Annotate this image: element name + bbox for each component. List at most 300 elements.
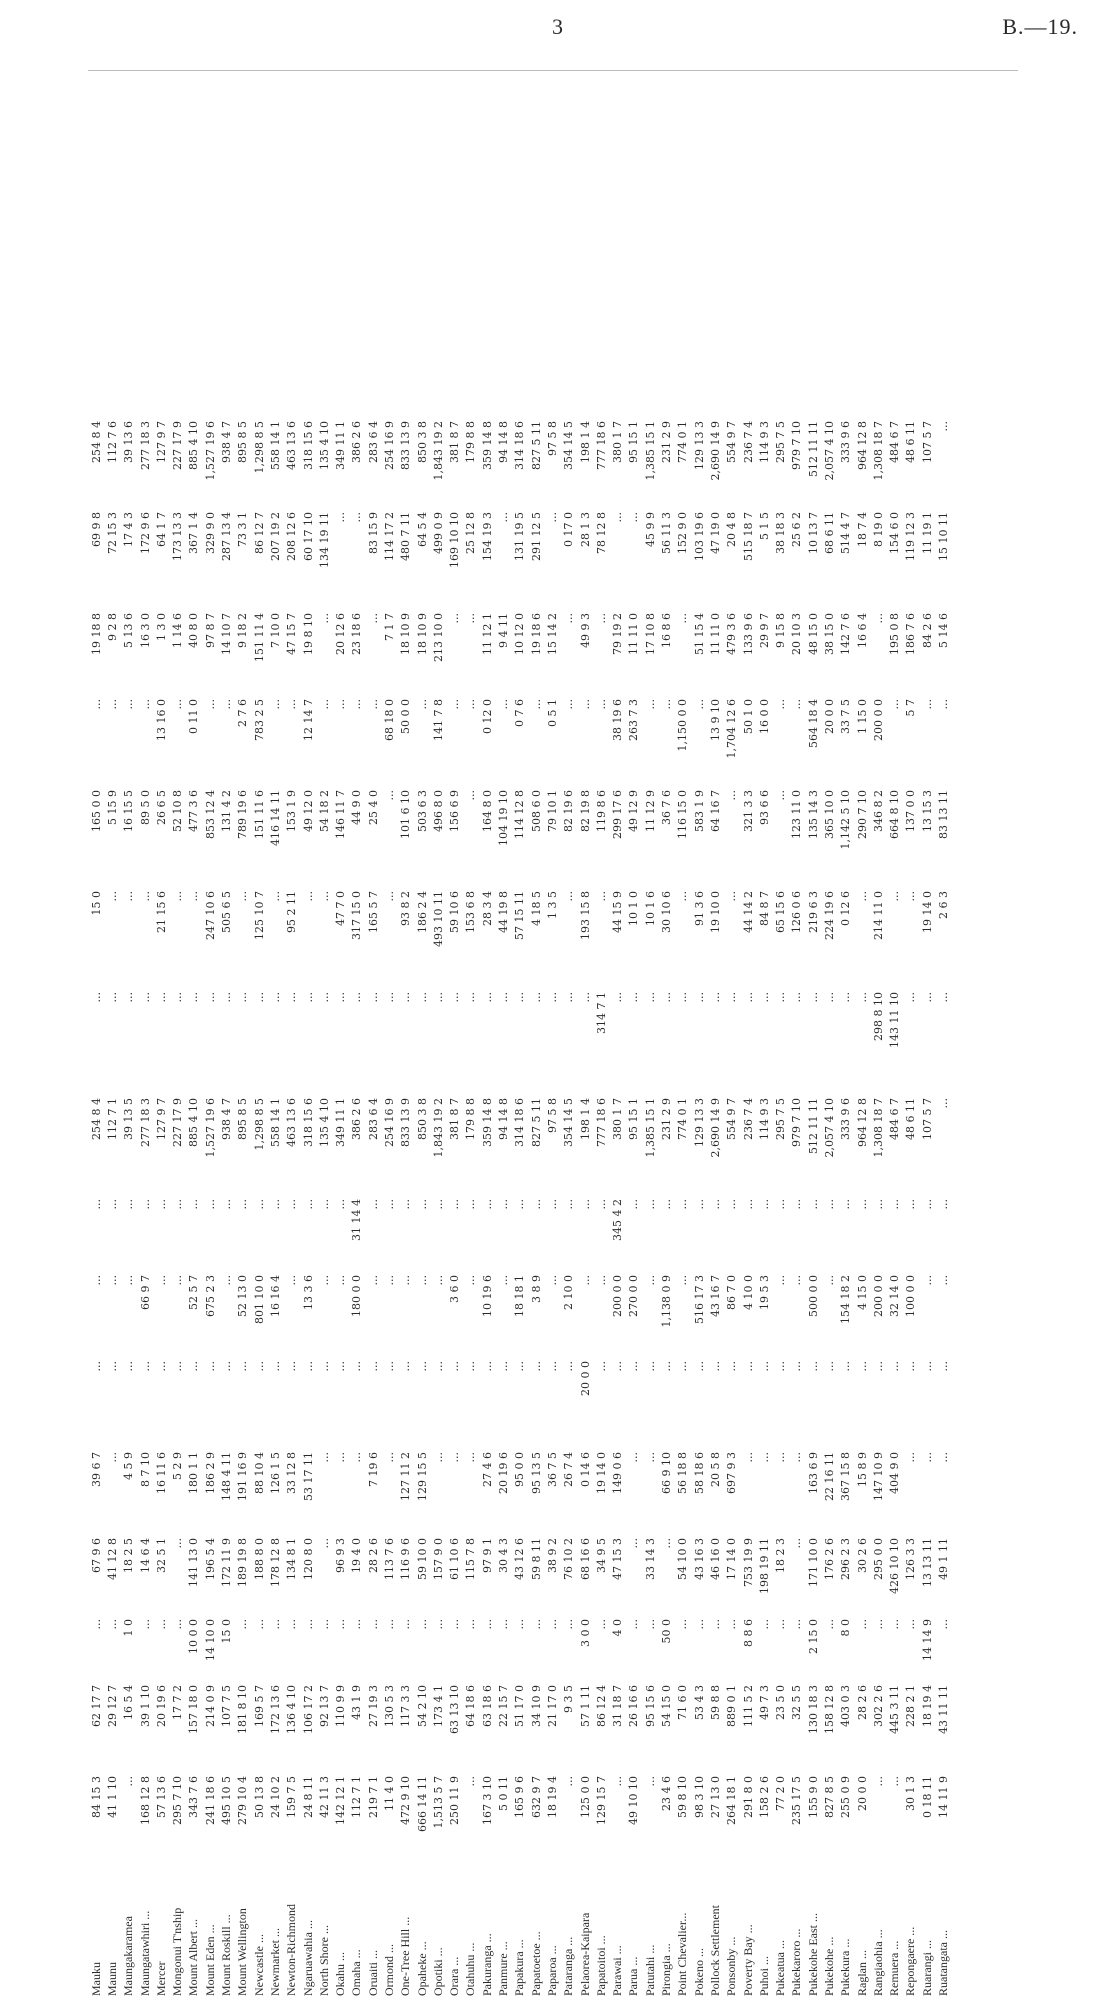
table-cell: 9 18 2	[236, 613, 250, 648]
table-row	[561, 71, 577, 1996]
table-cell: 247 10 6	[203, 891, 217, 940]
school-name: Raglan ...	[854, 1950, 869, 1996]
table-row	[137, 71, 153, 1996]
table-cell: ...	[611, 1776, 625, 1787]
table-cell: ...	[643, 1776, 657, 1787]
table-cell: ...	[464, 1361, 478, 1372]
table-cell: ...	[285, 1199, 299, 1210]
table-cell: 5 0 11	[497, 1776, 511, 1811]
table-cell: ...	[578, 1275, 592, 1286]
table-cell: 26 6 5	[154, 790, 168, 825]
table-cell: ...	[415, 699, 429, 710]
table-cell: 114 9 3	[757, 421, 771, 463]
table-cell: 98 3 10	[692, 1776, 706, 1818]
table-cell: 78 12 8	[594, 512, 608, 554]
table-cell: ...	[382, 1275, 396, 1286]
table-cell: ...	[871, 1361, 885, 1372]
table-cell: ...	[594, 1199, 608, 1210]
school-name: Puhoi ...	[756, 1955, 771, 1996]
table-cell: 171 10 0	[806, 1538, 820, 1587]
table-cell: ...	[252, 992, 266, 1003]
table-cell: 16 16 4	[268, 1275, 282, 1317]
table-cell: ...	[741, 1199, 755, 1210]
table-cell: 45 9 9	[643, 512, 657, 547]
table-cell: ...	[513, 1199, 527, 1210]
table-cell: 13 3 6	[301, 1275, 315, 1310]
table-cell: 1,142 5 10	[839, 790, 853, 850]
table-cell: 172 11 9	[220, 1538, 234, 1587]
table-cell: ...	[529, 992, 543, 1003]
table-cell: ...	[105, 1275, 119, 1286]
table-cell: ...	[122, 891, 136, 902]
school-name: Mount Roskill ...	[219, 1914, 234, 1996]
school-name: Papakura ...	[512, 1939, 527, 1996]
table-cell: 110 9 9	[334, 1685, 348, 1727]
table-cell: ...	[154, 1619, 168, 1630]
table-cell: 13 9 10	[708, 699, 722, 741]
table-cell: ...	[105, 891, 119, 902]
table-cell: ...	[236, 992, 250, 1003]
table-cell: ...	[399, 1361, 413, 1372]
school-name: Newton-Richmond	[284, 1904, 299, 1996]
table-cell: 11 12 1	[480, 613, 494, 655]
table-cell: ...	[692, 992, 706, 1003]
table-row	[284, 71, 300, 1996]
table-cell: ...	[708, 1619, 722, 1630]
table-cell: 58 18 6	[692, 1452, 706, 1494]
table-cell: ...	[171, 1199, 185, 1210]
table-cell: ...	[203, 1361, 217, 1372]
table-row	[121, 71, 137, 1996]
table-cell: ...	[545, 1199, 559, 1210]
table-cell: ...	[562, 1776, 576, 1787]
table-cell: ...	[154, 992, 168, 1003]
table-cell: 484 6 7	[888, 1098, 902, 1140]
table-cell: 130 5 3	[382, 1685, 396, 1727]
table-cell: 129 13 3	[692, 421, 706, 470]
table-cell: 129 13 3	[692, 1098, 706, 1147]
table-cell: 153 1 9	[285, 790, 299, 832]
table-cell: 21 15 6	[154, 891, 168, 933]
table-cell: 115 7 8	[464, 1538, 478, 1580]
table-row	[740, 71, 756, 1996]
table-cell: ...	[89, 1361, 103, 1372]
table-cell: ...	[448, 1619, 462, 1630]
table-cell: 125 0 0	[578, 1776, 592, 1818]
table-cell: ...	[138, 699, 152, 710]
table-cell: 165 5 7	[366, 891, 380, 933]
table-cell: ...	[545, 512, 559, 523]
table-cell: 503 6 3	[415, 790, 429, 832]
table-cell: 219 7 1	[366, 1776, 380, 1818]
table-cell: ...	[904, 1452, 918, 1463]
table-cell: 43 11 11	[937, 1685, 951, 1734]
table-cell: 112 7 1	[105, 1098, 119, 1140]
table-cell: ...	[594, 699, 608, 710]
table-cell: ...	[301, 1361, 315, 1372]
table-row	[332, 71, 348, 1996]
table-cell: 295 0 0	[871, 1538, 885, 1580]
table-cell: 227 17 9	[171, 1098, 185, 1147]
table-cell: ...	[937, 699, 951, 710]
table-cell: 153 6 8	[464, 891, 478, 933]
table-cell: 314 7 1	[594, 992, 608, 1034]
table-cell: 129 15 7	[594, 1776, 608, 1825]
table-cell: ...	[415, 1275, 429, 1286]
table-cell: 277 18 3	[138, 421, 152, 470]
table-cell: 333 9 6	[839, 1098, 853, 1140]
table-cell: ...	[611, 992, 625, 1003]
table-cell: 1,150 0 0	[676, 699, 690, 752]
table-cell: 50 13 8	[252, 1776, 266, 1818]
table-cell: 38 9 2	[545, 1538, 559, 1573]
table-cell: ...	[562, 1199, 576, 1210]
table-row	[707, 71, 723, 1996]
table-row	[512, 71, 528, 1996]
table-cell: ...	[317, 1199, 331, 1210]
table-cell: ...	[871, 1619, 885, 1630]
table-cell: 354 14 5	[562, 421, 576, 470]
table-cell: 93 6 6	[757, 790, 771, 825]
table-cell: 20 0 0	[578, 1361, 592, 1396]
table-cell: 29 12 7	[105, 1685, 119, 1727]
table-cell: 165 9 6	[513, 1776, 527, 1818]
table-cell: ...	[480, 1361, 494, 1372]
school-name: Maunu	[104, 1962, 119, 1996]
table-row	[838, 71, 854, 1996]
table-cell: ...	[480, 1619, 494, 1630]
table-cell: 235 17 5	[790, 1776, 804, 1825]
table-cell: 151 11 6	[252, 790, 266, 839]
table-cell: 214 0 9	[203, 1685, 217, 1727]
table-cell: ...	[871, 613, 885, 624]
table-cell: 445 3 11	[888, 1685, 902, 1734]
table-cell: 83 15 9	[366, 512, 380, 554]
table-cell: 22 15 7	[497, 1685, 511, 1727]
table-cell: 126 0 6	[790, 891, 804, 933]
table-cell: ...	[594, 1275, 608, 1286]
table-cell: ...	[529, 1361, 543, 1372]
table-cell: ...	[464, 1619, 478, 1630]
table-row	[756, 71, 772, 1996]
table-cell: 833 13 9	[399, 1098, 413, 1147]
table-cell: ...	[187, 1199, 201, 1210]
table-cell: 141 13 0	[187, 1538, 201, 1587]
table-cell: 19 14 0	[920, 891, 934, 933]
table-cell: 158 2 6	[757, 1776, 771, 1818]
table-cell: ...	[122, 1199, 136, 1210]
table-cell: ...	[464, 699, 478, 710]
table-cell: 15 0	[89, 891, 103, 916]
table-cell: 86 7 0	[725, 1275, 739, 1310]
table-cell: 1,308 18 7	[871, 421, 885, 481]
table-cell: 179 8 8	[464, 1098, 478, 1140]
table-cell: ...	[594, 1619, 608, 1630]
table-cell: 27 19 3	[366, 1685, 380, 1727]
table-cell: 214 11 0	[871, 891, 885, 940]
table-cell: 11 4 0	[382, 1776, 396, 1811]
school-name: Pirongia ...	[659, 1943, 674, 1996]
table-cell: ...	[448, 1361, 462, 1372]
table-cell: ...	[611, 1361, 625, 1372]
table-cell: ...	[578, 1199, 592, 1210]
table-cell: 16 5 4	[122, 1685, 136, 1720]
table-cell: ...	[399, 992, 413, 1003]
school-name: Opaheke ...	[414, 1941, 429, 1996]
table-cell: 148 4 11	[220, 1452, 234, 1501]
table-cell: ...	[937, 1452, 951, 1463]
table-cell: 169 5 7	[252, 1685, 266, 1727]
table-cell: 827 5 11	[529, 1098, 543, 1147]
table-cell: ...	[708, 992, 722, 1003]
table-cell: 158 12 8	[823, 1685, 836, 1734]
table-cell: 33 14 3	[643, 1538, 657, 1580]
table-cell: ...	[105, 1199, 119, 1210]
table-cell: ...	[497, 1199, 511, 1210]
school-name: Papatoetoe ...	[528, 1931, 543, 1996]
table-cell: 777 18 6	[594, 1098, 608, 1147]
table-cell: 2 6 3	[937, 891, 951, 919]
school-name: Okahu ...	[333, 1952, 348, 1996]
table-cell: ...	[920, 699, 934, 710]
table-cell: 359 14 8	[480, 1098, 494, 1147]
table-cell: 250 11 9	[448, 1776, 462, 1825]
table-cell: ...	[334, 699, 348, 710]
table-cell: ...	[285, 699, 299, 710]
table-cell: 236 7 4	[741, 421, 755, 463]
table-cell: 18 18 1	[513, 1275, 527, 1317]
table-cell: 169 10 10	[448, 512, 462, 568]
table-cell: ...	[888, 1619, 902, 1630]
school-name: Maungatawhiri ...	[137, 1910, 152, 1996]
table-cell: ...	[268, 1199, 282, 1210]
table-row	[772, 71, 788, 1996]
table-cell: 18 19 4	[545, 1776, 559, 1818]
table-cell: ...	[774, 790, 788, 801]
table-cell: ...	[415, 1199, 429, 1210]
table-cell: ...	[774, 1361, 788, 1372]
table-cell: ...	[774, 1199, 788, 1210]
table-row	[528, 71, 544, 1996]
table-cell: ...	[366, 992, 380, 1003]
table-cell: 1 15 0	[855, 699, 869, 734]
table-cell: 774 0 1	[676, 421, 690, 463]
table-cell: ...	[904, 891, 918, 902]
table-cell: 129 15 5	[415, 1452, 429, 1501]
table-cell: 11 11 0	[708, 613, 722, 655]
table-cell: 20 10 3	[790, 613, 804, 655]
table-cell: ...	[643, 699, 657, 710]
table-row	[349, 71, 365, 1996]
table-cell: 82 19 8	[578, 790, 592, 832]
table-cell: 5 14 6	[937, 613, 951, 648]
table-cell: 59 8 8	[708, 1685, 722, 1720]
table-cell: 107 7 5	[220, 1685, 234, 1727]
table-cell: 16 0 0	[757, 699, 771, 734]
table-cell: 32 5 5	[790, 1685, 804, 1720]
table-cell: 16 3 0	[138, 613, 152, 648]
table-cell: ...	[171, 1538, 185, 1549]
table-cell: 236 7 4	[741, 1098, 755, 1140]
table-cell: ...	[122, 1361, 136, 1372]
table-cell: ...	[366, 699, 380, 710]
school-name: Parawai ...	[610, 1945, 625, 1996]
table-cell: ...	[350, 1619, 364, 1630]
school-name: Pukekohe East ...	[805, 1913, 820, 1996]
table-cell: 76 10 2	[562, 1538, 576, 1580]
table-cell: 186 7 6	[904, 613, 918, 655]
school-name: Mongonui T'nship	[170, 1907, 185, 1996]
table-row	[381, 71, 397, 1996]
table-cell: ...	[399, 1619, 413, 1630]
school-name: Pukekaroro ...	[789, 1928, 804, 1996]
table-row	[251, 71, 267, 1996]
table-cell: 82 19 6	[562, 790, 576, 832]
school-name: Mount Wellington	[235, 1908, 250, 1996]
table-cell: 95 2 11	[285, 891, 299, 933]
table-cell: 5 2 9	[171, 1452, 185, 1480]
table-row	[267, 71, 283, 1996]
table-cell: ...	[741, 1361, 755, 1372]
table-cell: 120 8 0	[301, 1538, 315, 1580]
table-cell: 49 12 0	[301, 790, 315, 832]
school-name: Mount Albert ...	[186, 1919, 201, 1996]
table-cell: 296 2 3	[839, 1538, 853, 1580]
table-cell: ...	[823, 1361, 836, 1372]
table-cell: 117 3 3	[399, 1685, 413, 1727]
table-cell: 314 18 6	[513, 421, 527, 470]
school-name: Otahuhu ...	[463, 1942, 478, 1996]
table-cell: 10 0 0	[187, 1619, 201, 1654]
table-cell: ...	[920, 1275, 934, 1286]
table-cell: ...	[676, 1361, 690, 1372]
table-cell: 1 3 5	[545, 891, 559, 919]
table-cell: 149 0 6	[611, 1452, 625, 1494]
table-cell: 664 8 10	[888, 790, 902, 839]
table-cell: ...	[317, 1538, 331, 1549]
table-cell: 895 8 5	[236, 1098, 250, 1140]
table-cell: 12 14 7	[301, 699, 315, 741]
table-cell: 195 0 8	[888, 613, 902, 655]
table-cell: ...	[171, 992, 185, 1003]
table-cell: 9 3 5	[562, 1685, 576, 1713]
table-cell: ...	[448, 613, 462, 624]
table-cell: 24 8 11	[301, 1776, 315, 1818]
table-row	[626, 71, 642, 1996]
table-cell: ...	[431, 1452, 445, 1463]
rotated-data-table	[88, 70, 1018, 1996]
table-row	[218, 71, 234, 1996]
table-cell: 219 6 3	[806, 891, 820, 933]
table-cell: 95 15 1	[627, 421, 641, 463]
table-cell: ...	[676, 1199, 690, 1210]
table-cell: ...	[382, 1452, 396, 1463]
table-cell: 186 2 9	[203, 1452, 217, 1494]
table-cell: 39 13 5	[122, 1098, 136, 1140]
table-cell: ...	[171, 891, 185, 902]
table-cell: 484 6 7	[888, 421, 902, 463]
table-cell: 11 11 0	[627, 613, 641, 655]
table-cell: 44 19 8	[497, 891, 511, 933]
table-cell: ...	[692, 699, 706, 710]
table-cell: ...	[545, 1619, 559, 1630]
table-cell: 254 16 9	[382, 421, 396, 470]
table-cell: 17 14 0	[725, 1538, 739, 1580]
table-cell: 152 9 0	[676, 512, 690, 554]
school-name: Mount Eden ...	[202, 1924, 217, 1996]
table-cell: ...	[138, 891, 152, 902]
table-cell: 827 5 11	[529, 421, 543, 470]
table-cell: 4 10 0	[741, 1275, 755, 1310]
table-cell: ...	[708, 1361, 722, 1372]
table-cell: 94 14 8	[497, 421, 511, 463]
table-cell: 426 10 10	[888, 1538, 902, 1594]
table-cell: 176 2 6	[823, 1538, 836, 1580]
table-cell: ...	[562, 992, 576, 1003]
table-row	[821, 71, 837, 1996]
table-cell: 111 5 2	[741, 1685, 755, 1727]
table-cell: 56 11 3	[660, 512, 674, 554]
table-cell: ...	[497, 992, 511, 1003]
table-cell: 28 2 6	[366, 1538, 380, 1573]
table-cell: 63 13 10	[448, 1685, 462, 1734]
table-cell: 91 3 6	[692, 891, 706, 926]
table-cell: 10 19 6	[480, 1275, 494, 1317]
table-cell: ...	[105, 992, 119, 1003]
table-row	[675, 71, 691, 1996]
table-cell: 515 18 7	[741, 512, 755, 561]
table-cell: 349 11 1	[334, 1098, 348, 1147]
table-row	[463, 71, 479, 1996]
table-cell: 13 15 3	[920, 790, 934, 832]
table-row	[577, 71, 593, 1996]
table-cell: 73 3 1	[236, 512, 250, 547]
table-cell: 147 10 9	[871, 1452, 885, 1501]
table-cell: 63 18 6	[480, 1685, 494, 1727]
table-cell: 938 4 7	[220, 1098, 234, 1140]
school-name: Patutahi ...	[642, 1944, 657, 1996]
table-cell: 32 14 0	[888, 1275, 902, 1317]
table-cell: 156 6 9	[448, 790, 462, 832]
table-cell: ...	[529, 699, 543, 710]
table-cell: ...	[431, 992, 445, 1003]
table-cell: 801 10 0	[252, 1275, 266, 1324]
table-cell: ...	[937, 1619, 951, 1630]
table-cell: ...	[89, 699, 103, 710]
table-cell: 15 10 11	[937, 512, 951, 561]
table-cell: 189 19 8	[236, 1538, 250, 1587]
table-cell: 154 6 0	[888, 512, 902, 554]
school-name: Papatoitoi ...	[593, 1935, 608, 1996]
table-cell: ...	[334, 1452, 348, 1463]
table-cell: ...	[268, 891, 282, 902]
table-cell: 290 7 10	[855, 790, 869, 839]
table-cell: 141 7 8	[431, 699, 445, 741]
table-cell: 136 4 10	[285, 1685, 299, 1734]
school-name: Remuera ...	[887, 1940, 902, 1996]
table-cell: 38 19 6	[611, 699, 625, 741]
table-cell: ...	[660, 1538, 674, 1549]
table-cell: 2,690 14 9	[708, 1098, 722, 1158]
table-cell: 1 3 0	[154, 613, 168, 641]
table-cell: 83 13 11	[937, 790, 951, 839]
table-cell: ...	[513, 1619, 527, 1630]
table-cell: ...	[627, 512, 641, 523]
table-cell: ...	[708, 1199, 722, 1210]
table-cell: ...	[399, 1199, 413, 1210]
table-cell: 188 8 0	[252, 1538, 266, 1580]
table-cell: ...	[252, 1361, 266, 1372]
